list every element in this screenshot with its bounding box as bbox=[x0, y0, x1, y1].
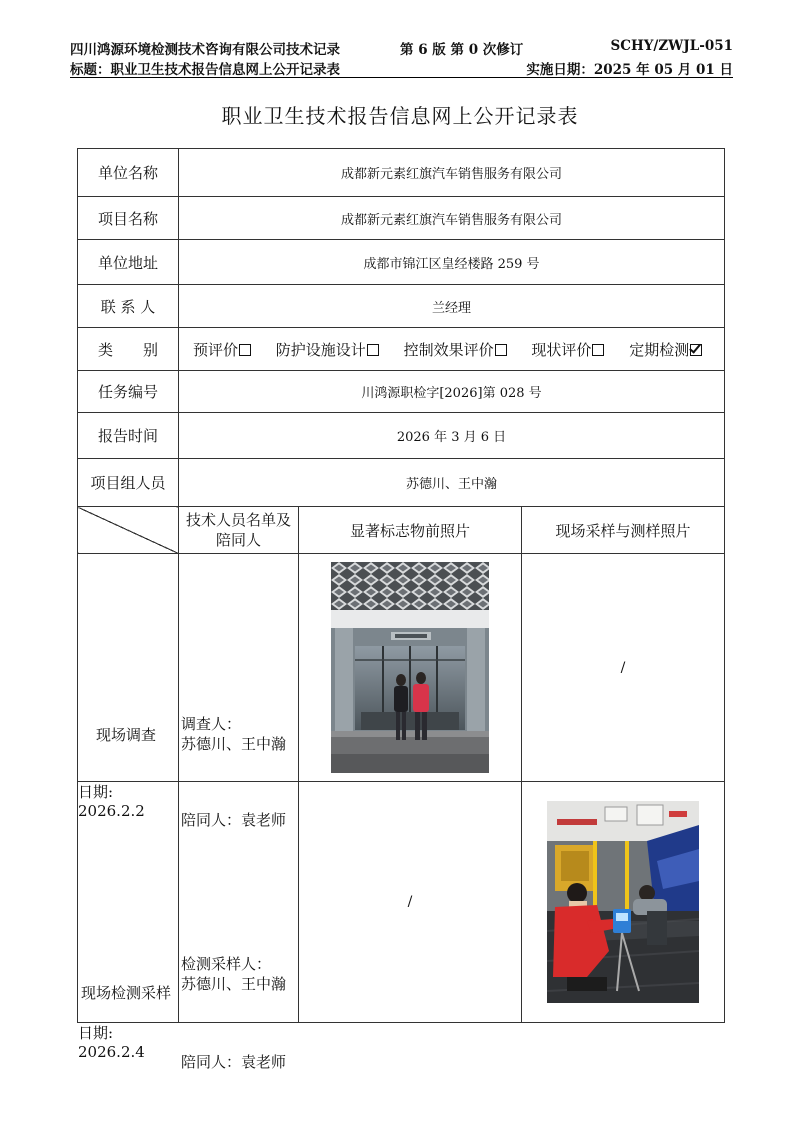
document-header-line-1 bbox=[70, 38, 733, 56]
document-code: SCHY/ZWJL-051 bbox=[610, 38, 733, 54]
subject-title: 标题：职业卫生技术报告信息网上公开记录表 bbox=[70, 62, 340, 78]
category-option-periodic-testing: 定期检测 bbox=[629, 340, 690, 359]
survey-row bbox=[78, 554, 725, 782]
row-team bbox=[78, 459, 725, 507]
sign-photo-column-header: 显著标志物前照片 bbox=[299, 507, 522, 554]
testing-date-label: 日期: bbox=[78, 1024, 114, 1042]
survey-sign-photo-cell bbox=[299, 554, 522, 782]
row-project-name bbox=[78, 197, 725, 240]
team-label: 项目组人员 bbox=[78, 459, 179, 507]
task-no-value: 川鸿源职检字[2026]第 028 号 bbox=[179, 371, 725, 413]
contact-value: 兰经理 bbox=[179, 285, 725, 328]
company-record-title: 四川鸿源环境检测技术咨询有限公司技术记录 bbox=[70, 42, 340, 58]
project-name-value: 成都新元素红旗汽车销售服务有限公司 bbox=[179, 197, 725, 240]
version-label: 第 6 版 第 0 次修订 bbox=[400, 42, 524, 58]
row-report-time bbox=[78, 413, 725, 459]
row-unit-name bbox=[78, 149, 725, 197]
row-task-no bbox=[78, 371, 725, 413]
record-table bbox=[77, 148, 725, 1071]
testing-staff-label: 检测采样人： bbox=[181, 955, 272, 973]
survey-date-label: 日期: bbox=[78, 782, 114, 801]
testing-escort: 陪同人：袁老师 bbox=[181, 1053, 287, 1071]
survey-section-name: 现场调查 bbox=[96, 725, 157, 744]
category-option-control-effect: 控制效果评价 bbox=[403, 340, 494, 359]
testing-row bbox=[78, 782, 725, 1023]
survey-escort: 陪同人：袁老师 bbox=[181, 810, 287, 829]
row-contact bbox=[78, 285, 725, 328]
survey-staff-cell bbox=[179, 554, 299, 829]
project-name-label: 项目名称 bbox=[78, 197, 179, 240]
sampling-photo bbox=[547, 801, 699, 1003]
checkbox-protection-design[interactable] bbox=[367, 344, 379, 356]
effective-date: 实施日期：2025 年 05 月 01 日 bbox=[526, 62, 733, 78]
photo-header-row bbox=[78, 507, 725, 554]
report-time-label: 报告时间 bbox=[78, 413, 179, 459]
unit-address-label: 单位地址 bbox=[78, 240, 179, 285]
report-time-value: 2026 年 3 月 6 日 bbox=[179, 413, 725, 459]
checkbox-control-effect[interactable] bbox=[495, 344, 507, 356]
category-option-protection-design: 防护设施设计 bbox=[275, 340, 366, 359]
survey-section-cell bbox=[78, 554, 179, 820]
sampling-photo-column-header: 现场采样与测样照片 bbox=[522, 507, 725, 554]
unit-address-value: 成都市锦江区皇经楼路 259 号 bbox=[179, 240, 725, 285]
row-category bbox=[78, 328, 725, 371]
survey-date: 2026.2.2 bbox=[78, 801, 145, 820]
task-no-label: 任务编号 bbox=[78, 371, 179, 413]
checkbox-periodic-testing[interactable] bbox=[690, 344, 702, 356]
storefront-photo bbox=[331, 562, 489, 773]
unit-name-label: 单位名称 bbox=[78, 149, 179, 197]
testing-sign-photo-cell: / bbox=[299, 782, 522, 1023]
diagonal-corner-cell bbox=[78, 507, 179, 554]
survey-sampling-photo-cell: / bbox=[522, 554, 725, 782]
category-label: 类 别 bbox=[78, 328, 179, 371]
survey-staff-names: 苏德川、王中瀚 bbox=[181, 734, 287, 753]
checkbox-pre-evaluation[interactable] bbox=[239, 344, 251, 356]
row-unit-address bbox=[78, 240, 725, 285]
checkbox-status-evaluation[interactable] bbox=[592, 344, 604, 356]
testing-section-name: 现场检测采样 bbox=[81, 984, 172, 1002]
document-header-line-2 bbox=[70, 58, 733, 76]
survey-staff-label: 调查人： bbox=[181, 714, 242, 733]
testing-date: 2026.2.4 bbox=[78, 1043, 145, 1061]
unit-name-value: 成都新元素红旗汽车销售服务有限公司 bbox=[179, 149, 725, 197]
staff-column-header: 技术人员名单及陪同人 bbox=[179, 507, 299, 554]
category-option-status-evaluation: 现状评价 bbox=[531, 340, 592, 359]
team-value: 苏德川、王中瀚 bbox=[179, 459, 725, 507]
testing-sampling-photo-cell bbox=[522, 782, 725, 1023]
page-title: 职业卫生技术报告信息网上公开记录表 bbox=[221, 104, 579, 128]
contact-label: 联 系 人 bbox=[78, 285, 179, 328]
category-option-pre-evaluation: 预评价 bbox=[193, 340, 239, 359]
testing-staff-names: 苏德川、王中瀚 bbox=[181, 975, 287, 993]
category-options bbox=[179, 328, 725, 371]
header-divider bbox=[70, 77, 733, 78]
